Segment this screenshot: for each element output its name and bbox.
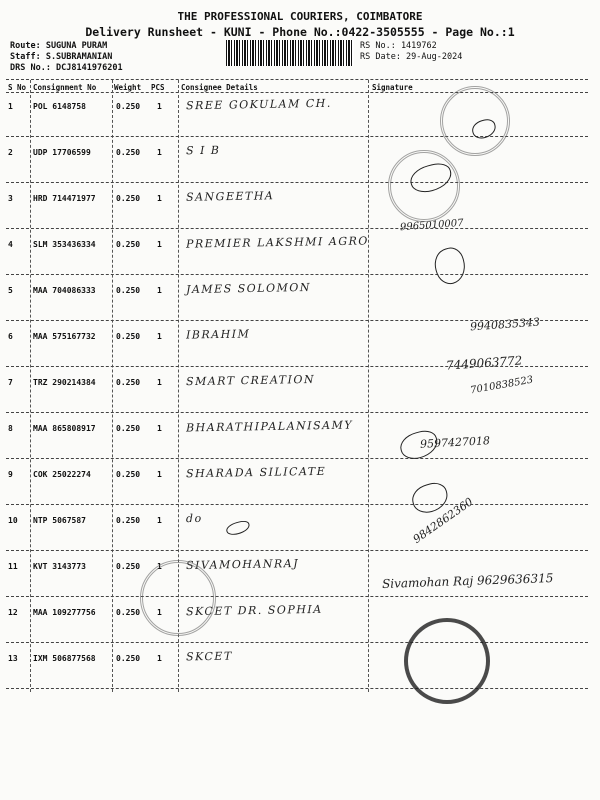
- row-consignee: SANGEETHA: [185, 189, 275, 204]
- row-divider: [6, 320, 588, 321]
- row-pcs: 1: [157, 286, 162, 295]
- row-pcs: 1: [157, 194, 162, 203]
- row-divider: [6, 274, 588, 275]
- row-weight: 0.250: [116, 194, 141, 203]
- row-pcs: 1: [157, 562, 162, 571]
- row-consignee: PREMIER LAKSHMI AGRO: [185, 234, 369, 251]
- row-signature-note: 9965010007: [399, 217, 464, 234]
- column-header-weight: Weight: [114, 83, 142, 92]
- row-weight: 0.250: [116, 424, 141, 433]
- row-weight: 0.250: [116, 562, 141, 571]
- route-label: Route: SUGUNA PURAM: [10, 41, 108, 51]
- row-consignment-no: MAA 575167732: [33, 332, 96, 341]
- row-sno: 5: [8, 286, 13, 295]
- column-header-consignee: Consignee Details: [181, 83, 258, 92]
- stamp-seal: [140, 560, 216, 636]
- row-sno: 8: [8, 424, 13, 433]
- row-consignment-no: UDP 17706599: [33, 148, 91, 157]
- row-pcs: 1: [157, 608, 162, 617]
- row-consignee: SREE GOKULAM CH.: [185, 96, 332, 113]
- row-consignee: do: [185, 511, 203, 526]
- row-weight: 0.250: [116, 332, 141, 341]
- row-pcs: 1: [157, 240, 162, 249]
- row-divider: [6, 596, 588, 597]
- row-divider: [6, 182, 588, 183]
- row-sno: 13: [8, 654, 18, 663]
- staff-label: Staff: S.SUBRAMANIAN: [10, 52, 113, 62]
- row-consignee: SKCET DR. SOPHIA: [185, 602, 323, 619]
- signature-scribble: [225, 519, 251, 537]
- row-signature-note: 7010838523: [469, 374, 535, 397]
- row-weight: 0.250: [116, 102, 141, 111]
- row-sno: 1: [8, 102, 13, 111]
- row-consignment-no: COK 25022274: [33, 470, 91, 479]
- row-consignee: S I B: [185, 143, 221, 158]
- row-weight: 0.250: [116, 654, 141, 663]
- row-pcs: 1: [157, 148, 162, 157]
- row-pcs: 1: [157, 516, 162, 525]
- drs-number: DRS No.: DCJ8141976201: [10, 63, 123, 73]
- table-header-border: [6, 92, 588, 93]
- row-signature-note: 9940835343: [469, 315, 541, 334]
- row-consignment-no: KVT 3143773: [33, 562, 86, 571]
- row-sno: 11: [8, 562, 18, 571]
- row-sno: 10: [8, 516, 18, 525]
- runsheet-title: Delivery Runsheet - KUNI - Phone No.:0422-3505555 - Page No.:1: [85, 25, 515, 39]
- row-weight: 0.250: [116, 378, 141, 387]
- row-divider: [6, 228, 588, 229]
- row-consignment-no: POL 6148758: [33, 102, 86, 111]
- row-sno: 7: [8, 378, 13, 387]
- signature-scribble: [431, 245, 469, 288]
- column-divider: [30, 80, 31, 692]
- row-pcs: 1: [157, 470, 162, 479]
- row-divider: [6, 366, 588, 367]
- column-header-consignment: Consignment No: [33, 83, 97, 92]
- row-consignee: JAMES SOLOMON: [185, 280, 312, 297]
- row-pcs: 1: [157, 332, 162, 341]
- row-consignment-no: TRZ 290214384: [33, 378, 96, 387]
- row-weight: 0.250: [116, 470, 141, 479]
- row-divider: [6, 550, 588, 551]
- row-consignment-no: MAA 109277756: [33, 608, 96, 617]
- stamp-seal: [440, 86, 510, 156]
- column-divider: [368, 80, 369, 692]
- row-consignee: BHARATHIPALANISAMY: [185, 418, 354, 435]
- row-consignment-no: IXM 506877568: [33, 654, 96, 663]
- row-consignment-no: NTP 5067587: [33, 516, 86, 525]
- company-name: THE PROFESSIONAL COURIERS, COIMBATORE: [177, 10, 423, 23]
- row-sno: 12: [8, 608, 18, 617]
- row-divider: [6, 642, 588, 643]
- row-sno: 3: [8, 194, 13, 203]
- row-consignee: IBRAHIM: [185, 327, 251, 342]
- row-sno: 2: [8, 148, 13, 157]
- row-consignment-no: MAA 704086333: [33, 286, 96, 295]
- row-weight: 0.250: [116, 240, 141, 249]
- row-sno: 6: [8, 332, 13, 341]
- row-consignment-no: HRD 714471977: [33, 194, 96, 203]
- rs-date: RS Date: 29-Aug-2024: [360, 52, 463, 62]
- row-sno: 4: [8, 240, 13, 249]
- row-pcs: 1: [157, 102, 162, 111]
- row-divider: [6, 458, 588, 459]
- row-divider: [6, 412, 588, 413]
- row-consignment-no: SLM 353436334: [33, 240, 96, 249]
- row-weight: 0.250: [116, 516, 141, 525]
- row-signature-note: 9842862360: [410, 495, 476, 546]
- row-pcs: 1: [157, 424, 162, 433]
- row-pcs: 1: [157, 378, 162, 387]
- column-header-sno: S No: [8, 83, 27, 92]
- row-signature-note: 9597427018: [419, 434, 491, 451]
- row-consignment-no: MAA 865808917: [33, 424, 96, 433]
- row-consignee: SMART CREATION: [185, 372, 316, 389]
- row-consignee: SKCET: [185, 649, 233, 664]
- row-pcs: 1: [157, 654, 162, 663]
- column-divider: [112, 80, 113, 692]
- row-divider: [6, 688, 588, 689]
- table-top-border: [6, 79, 588, 80]
- column-header-signature: Signature: [372, 83, 413, 92]
- row-divider: [6, 504, 588, 505]
- rs-number: RS No.: 1419762: [360, 41, 437, 51]
- barcode: [226, 40, 354, 66]
- row-signature-note: Sivamohan Raj 9629636315: [381, 571, 554, 591]
- row-consignee: SIVAMOHANRAJ: [185, 557, 300, 572]
- row-weight: 0.250: [116, 608, 141, 617]
- row-signature-note: 7449063772: [445, 353, 523, 373]
- row-consignee: SHARADA SILICATE: [185, 464, 327, 481]
- column-header-pcs: PCS: [151, 83, 165, 92]
- row-weight: 0.250: [116, 148, 141, 157]
- stamp-seal: [404, 618, 490, 704]
- row-weight: 0.250: [116, 286, 141, 295]
- row-sno: 9: [8, 470, 13, 479]
